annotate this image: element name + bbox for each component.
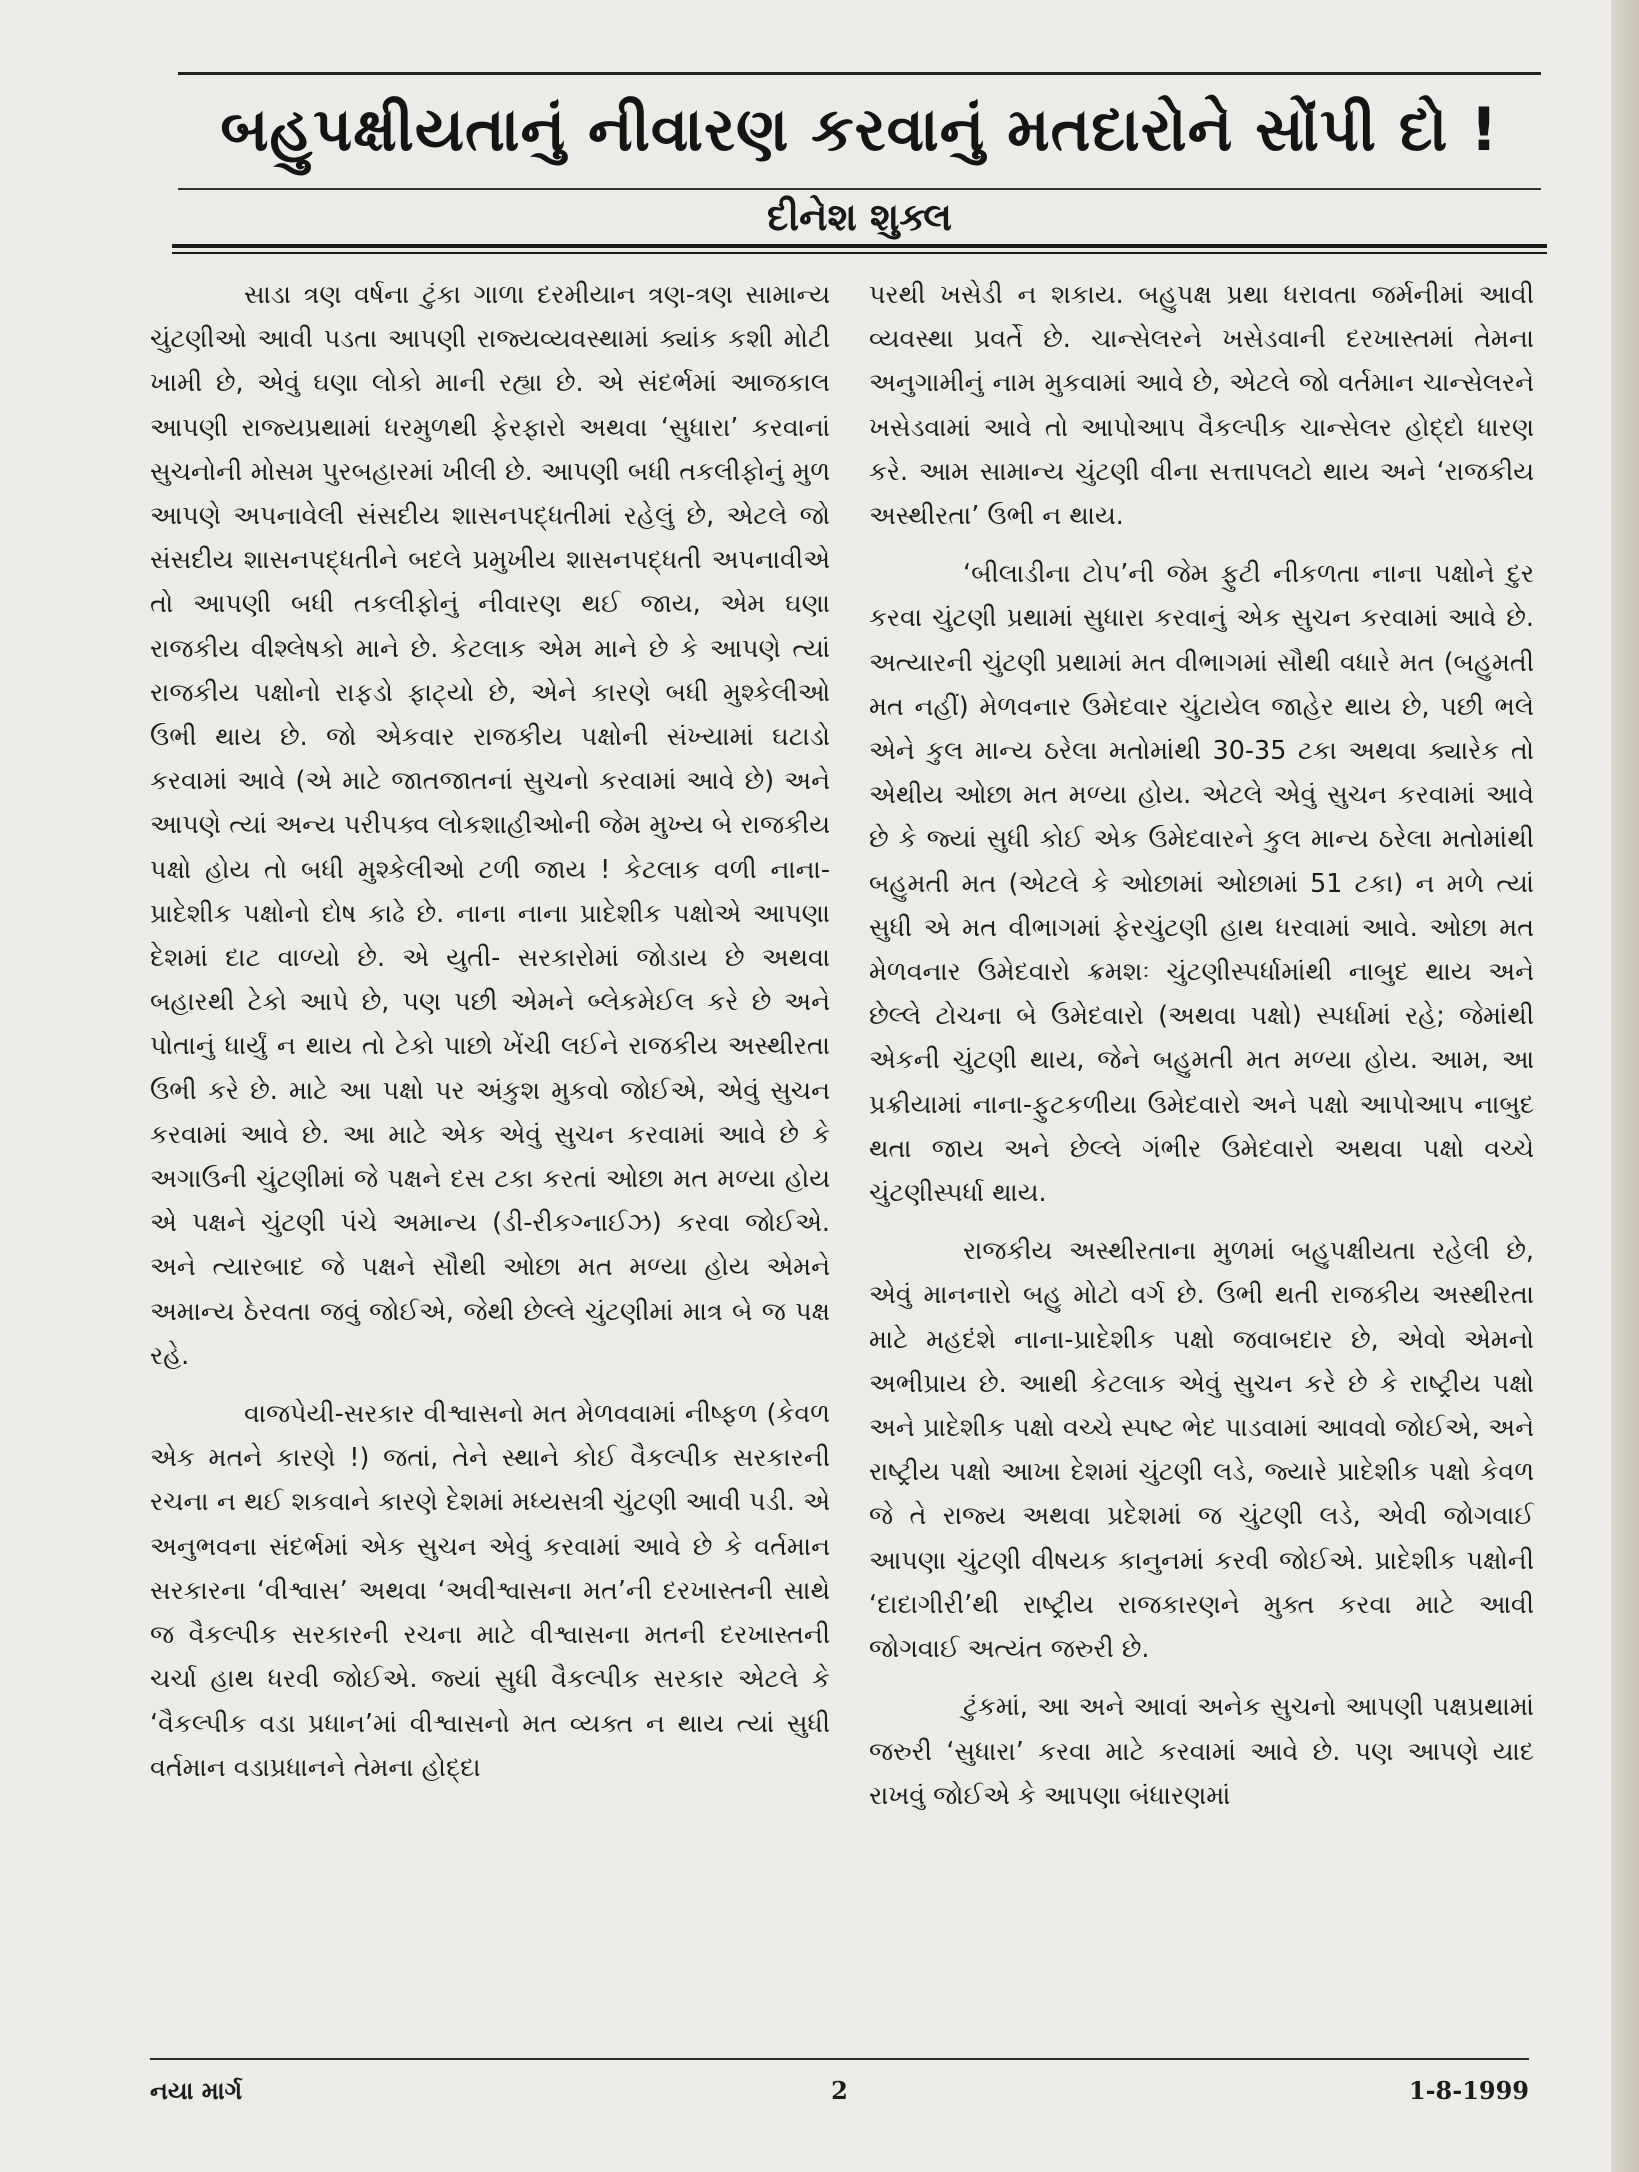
header-top-rule bbox=[178, 72, 1541, 75]
left-column bbox=[150, 272, 830, 1789]
article-title: બહુપક્ષીયતાનું નીવારણ કરવાનું મતદારોને સોંપી દો ! bbox=[220, 95, 1499, 165]
torn-page-edge bbox=[1611, 0, 1639, 2172]
paragraph: ‘બીલાડીના ટોપ’ની જેમ ફુટી નીકળતા નાના પક્ષોને દુર કરવા ચુંટણી પ્રથામાં સુધારા કરવાનું એક સુચન કરવામાં આવે છે. અત્યારની ચુંટણી પ્રથામાં મત વીભાગમાં સૌથી વધારે મત (બહુમતી મત નહીં) મેળવનાર ઉમેદવાર ચુંટાયેલ જાહેર થાય છે, પછી ભલે એને કુલ માન્ય ઠરેલા મતોમાંથી 30-35 ટકા અથવા ક્યારેક તો એથીય ઓછા મત મળ્યા હોય. એટલે એવું સુચન કરવામાં આવે છે કે જ્યાં સુધી કોઈ એક ઉમેદવારને કુલ માન્ય ઠરેલા મતોમાંથી બહુમતી મત (એટલે કે ઓછામાં ઓછામાં 51 ટકા) ન મળે ત્યાં સુધી એ મત વીભાગમાં ફેરચુંટણી હાથ ધરવામાં આવે. ઓછા મત મેળવનાર ઉમેદવારો ક્રમશઃ ચુંટણીસ્પર્ધામાંથી નાબુદ થાય અને છેલ્લે ટોચના બે ઉમેદવારો (અથવા પક્ષો) સ્પર્ધામાં રહે; જેમાંથી એકની ચુંટણી થાય, જેને બહુમતી મત મળ્યા હોય. આમ, આ પ્રક્રીયામાં નાના-ફુટકળીયા ઉમેદવારો અને પક્ષો આપોઆપ નાબુદ થતા જાય અને છેલ્લે ગંભીર ઉમેદવારો અથવા પક્ષો વચ્ચે ચુંટણીસ્પર્ધા થાય. bbox=[869, 558, 1534, 1208]
page-footer bbox=[150, 2058, 1529, 2120]
header-middle-rule bbox=[178, 188, 1541, 190]
article-author: દીનેશ શુક્લ bbox=[767, 195, 952, 239]
page-number: 2 bbox=[831, 2076, 848, 2105]
issue-date: 1-8-1999 bbox=[1408, 2076, 1529, 2105]
paragraph: રાજકીય અસ્થીરતાના મુળમાં બહુપક્ષીયતા રહેલી છે, એવું માનનારો બહુ મોટો વર્ગ છે. ઉભી થતી રાજકીય અસ્થીરતા માટે મહદંશે નાના-પ્રાદેશીક પક્ષો જવાબદાર છે, એવો એમનો અભીપ્રાય છે. આથી કેટલાક એવું સુચન કરે છે કે રાષ્ટ્રીય પક્ષો અને પ્રાદેશીક પક્ષો વચ્ચે સ્પષ્ટ ભેદ પાડવામાં આવવો જોઈએ, અને રાષ્ટ્રીય પક્ષો આખા દેશમાં ચુંટણી લડે, જ્યારે પ્રાદેશીક પક્ષો કેવળ જે તે રાજ્ય અથવા પ્રદેશમાં જ ચુંટણી લડે, એવી જોગવાઈ આપણા ચુંટણી વીષયક કાનુનમાં કરવી જોઈએ. પ્રાદેશીક પક્ષોની ‘દાદાગીરી’થી રાષ્ટ્રીય રાજકારણને મુક્ત કરવા માટે આવી જોગવાઈ અત્યંત જરુરી છે. bbox=[869, 1235, 1534, 1664]
paragraph: સાડા ત્રણ વર્ષના ટુંકા ગાળા દરમીયાન ત્રણ-ત્રણ સામાન્ય ચુંટણીઓ આવી પડતા આપણી રાજ્યવ્યવસ્થામાં ક્યાંક કશી મોટી ખામી છે, એવું ઘણા લોકો માની રહ્યા છે. એ સંદર્ભમાં આજકાલ આપણી રાજ્યપ્રથામાં ધરમુળથી ફેરફારો અથવા ‘સુધારા’ કરવાનાં સુચનોની મોસમ પુરબહારમાં ખીલી છે. આપણી બધી તકલીફોનું મુળ આપણે અપનાવેલી સંસદીય શાસનપદ્ધતીમાં રહેલું છે, એટલે જો સંસદીય શાસનપદ્ધતીને બદલે પ્રમુખીય શાસનપદ્ધતી અપનાવીએ તો આપણી બધી તકલીફોનું નીવારણ થઈ જાય, એમ ઘણા રાજકીય વીશ્લેષકો માને છે. કેટલાક એમ માને છે કે આપણે ત્યાં રાજકીય પક્ષોનો રાફડો ફાટ્યો છે, એને કારણે બધી મુશ્કેલીઓ ઉભી થાય છે. જો એકવાર રાજકીય પક્ષોની સંખ્યામાં ઘટાડો કરવામાં આવે (એ માટે જાતજાતનાં સુચનો કરવામાં આવે છે) અને આપણે ત્યાં અન્ય પરીપક્વ લોકશાહીઓની જેમ મુખ્ય બે રાજકીય પક્ષો હોય તો બધી મુશ્કેલીઓ ટળી જાય ! કેટલાક વળી નાના-પ્રાદેશીક પક્ષોનો દોષ કાઢે છે. નાના નાના પ્રાદેશીક પક્ષોએ આપણા દેશમાં દાટ વાળ્યો છે. એ યુતી- સરકારોમાં જોડાય છે અથવા બહારથી ટેકો આપે છે, પણ પછી એમને બ્લેકમેઈલ કરે છે અને પોતાનું ધાર્યું ન થાય તો ટેકો પાછો ખેંચી લઈને રાજકીય અસ્થીરતા ઉભી કરે છે. માટે આ પક્ષો પર અંકુશ મુકવો જોઈએ, એવું સુચન કરવામાં આવે છે. આ માટે એક એવું સુચન કરવામાં આવે છે કે અગાઉની ચુંટણીમાં જે પક્ષને દસ ટકા કરતાં ઓછા મત મળ્યા હોય એ પક્ષને ચુંટણી પંચે અમાન્ય (ડી-રીકગ્નાઈઝ) કરવા જોઈએ. અને ત્યારબાદ જે પક્ષને સૌથી ઓછા મત મળ્યા હોય એમને અમાન્ય ઠેરવતા જવું જોઈએ, જેથી છેલ્લે ચુંટણીમાં માત્ર બે જ પક્ષ રહે. bbox=[150, 279, 830, 1370]
paragraph: ટુંકમાં, આ અને આવાં અનેક સુચનો આપણી પક્ષપ્રથામાં જરુરી ‘સુધારા’ કરવા માટે કરવામાં આવે છે. પણ આપણે યાદ રાખવું જોઈએ કે આપણા બંધારણમાં bbox=[869, 1691, 1534, 1810]
header-bottom-rule bbox=[172, 244, 1547, 248]
paragraph: વાજપેયી-સરકાર વીશ્વાસનો મત મેળવવામાં નીષ્ફળ (કેવળ એક મતને કારણે !) જતાં, તેને સ્થાને કોઈ વૈકલ્પીક સરકારની રચના ન થઈ શકવાને કારણે દેશમાં મધ્યસત્રી ચુંટણી આવી પડી. એ અનુભવના સંદર્ભમાં એક સુચન એવું કરવામાં આવે છે કે વર્તમાન સરકારના ‘વીશ્વાસ’ અથવા ‘અવીશ્વાસના મત’ની દરખાસ્તની સાથે જ વૈકલ્પીક સરકારની રચના માટે વીશ્વાસના મતની દરખાસ્તની ચર્ચા હાથ ધરવી જોઈએ. જ્યાં સુધી વૈકલ્પીક સરકાર એટલે કે ‘વૈકલ્પીક વડા પ્રધાન’માં વીશ્વાસનો મત વ્યક્ત ન થાય ત્યાં સુધી વર્તમાન વડાપ્રધાનને તેમના હોદ્દા bbox=[150, 1398, 830, 1782]
header-bottom-rule-thin bbox=[172, 252, 1547, 254]
paragraph: પરથી ખસેડી ન શકાય. બહુપક્ષ પ્રથા ધરાવતા જર્મનીમાં આવી વ્યવસ્થા પ્રવર્તે છે. ચાન્સેલરને ખસેડવાની દરખાસ્તમાં તેમના અનુગામીનું નામ મુકવામાં આવે છે, એટલે જો વર્તમાન ચાન્સેલરને ખસેડવામાં આવે તો આપોઆપ વૈકલ્પીક ચાન્સેલર હોદ્દો ધારણ કરે. આમ સામાન્ય ચુંટણી વીના સત્તાપલટો થાય અને ‘રાજકીય અસ્થીરતા’ ઉભી ન થાય. bbox=[869, 279, 1534, 531]
right-column bbox=[869, 272, 1534, 1817]
publication-name: નયા માર્ગ bbox=[150, 2076, 243, 2105]
